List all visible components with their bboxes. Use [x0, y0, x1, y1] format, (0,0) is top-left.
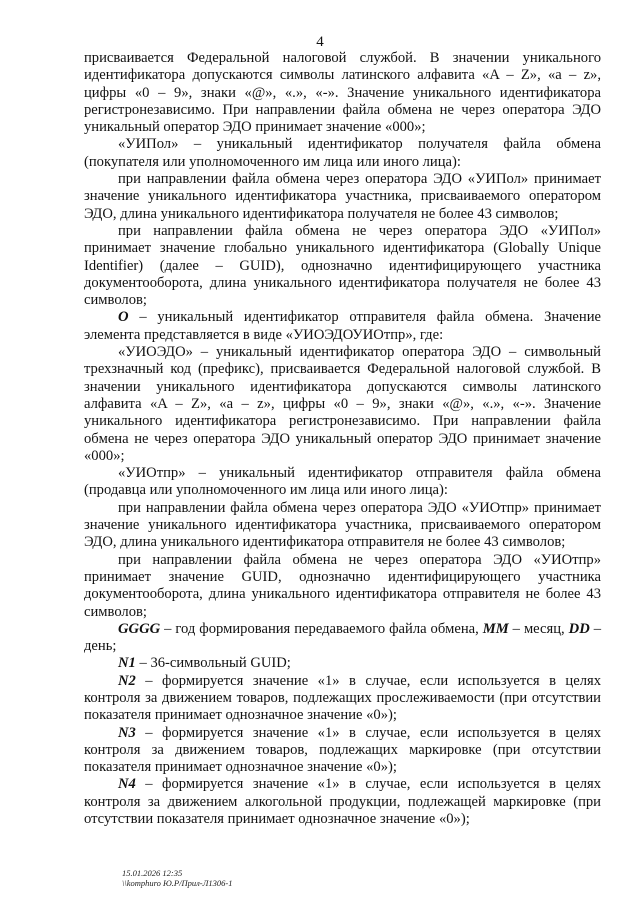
term: GGGG: [118, 620, 161, 637]
page-number: 4: [316, 34, 324, 50]
document-body: [84, 50, 601, 828]
term: N4: [118, 776, 136, 793]
paragraph: присваивается Федеральной налоговой службой. В значении уникального идентификатора допускаются символы латинского алфавита «A – Z», «a – z», цифры «0 – 9», знаки «@», «.», «-». Значение уникального идентификатора регистронезависимо. При направлении файла обмена не через оператора ЭДО уникальный оператор ЭДО принимает значение «000»;: [84, 50, 601, 136]
paragraph: GGGG – год формирования передаваемого файла обмена, MM – месяц, DD – день;: [84, 620, 602, 655]
paragraph: при направлении файла обмена не через оператора ЭДО «УИОтпр» принимает значение GUID, однозначно идентифицирующего участника документооборота, длина уникального идентификатора отправителя не более 43 символов;: [84, 551, 601, 620]
paragraph: N3 – формируется значение «1» в случае, если используется в целях контроля за движением товаров, подлежащих маркировке (при отсутствии показателя принимает однозначное значение «0»);: [84, 724, 601, 776]
term: N1: [118, 655, 136, 672]
paragraph: при направлении файла обмена через оператора ЭДО «УИОтпр» принимает значение уникального идентификатора участника, присваиваемого оператором ЭДО, длина уникального идентификатора отправителя не более 43 символов;: [84, 499, 601, 551]
paragraph: O – уникальный идентификатор отправителя файла обмена. Значение элемента представляется в виде «УИОЭДОУИОтпр», где:: [84, 309, 601, 343]
term: MM: [482, 620, 509, 637]
paragraph: «УИОтпр» – уникальный идентификатор отправителя файла обмена (продавца или уполномоченного им лица или иного лица):: [84, 465, 601, 499]
term: N3: [118, 724, 136, 741]
footer: [122, 868, 232, 888]
paragraph: N1 – 36-символьный GUID;: [118, 655, 291, 672]
paragraph: N4 – формируется значение «1» в случае, если используется в целях контроля за движением алкогольной продукции, подлежащей маркировке (при отсутствии показателя принимает однозначное значение «0»);: [84, 776, 601, 828]
footer-path: \\komphuro Ю.Р/Прил-Л1306-1: [122, 878, 233, 888]
paragraph: при направлении файла обмена через оператора ЭДО «УИПол» принимает значение уникального идентификатора участника, присваиваемого оператором ЭДО, длина уникального идентификатора получателя не более 43 символов;: [84, 171, 601, 222]
paragraph: «УИОЭДО» – уникальный идентификатор оператора ЭДО – символьный трехзначный код (префикс), присваивается Федеральной налоговой службой. В значении уникального идентификатора допускаются символы латинского алфавита «A – Z», «a – z», цифры «0 – 9», знаки «@», «.», «-». Значение уникального идентификатора регистронезависимо. При направлении файла обмена не через оператора ЭДО уникальный оператор ЭДО принимает значение «000»;: [84, 344, 601, 464]
footer-date: 15.01.2026 12:35: [122, 868, 183, 878]
term: DD: [568, 620, 590, 637]
paragraph: N2 – формируется значение «1» в случае, если используется в целях контроля за движением товаров, подлежащих прослеживаемости (при отсутствии показателя принимает однозначное значение «0»);: [84, 672, 601, 724]
term: N2: [118, 672, 136, 689]
term: O: [118, 309, 129, 326]
paragraph: при направлении файла обмена не через оператора ЭДО «УИПол» принимает значение глобально уникального идентификатора (Globally Unique Identifier) (далее – GUID), однозначно идентифицирующего участника документооборота, длина уникального идентификатора получателя не более 43 символов;: [84, 222, 601, 309]
paragraph: «УИПол» – уникальный идентификатор получателя файла обмена (покупателя или уполномоченного им лица или иного лица):: [84, 136, 601, 170]
